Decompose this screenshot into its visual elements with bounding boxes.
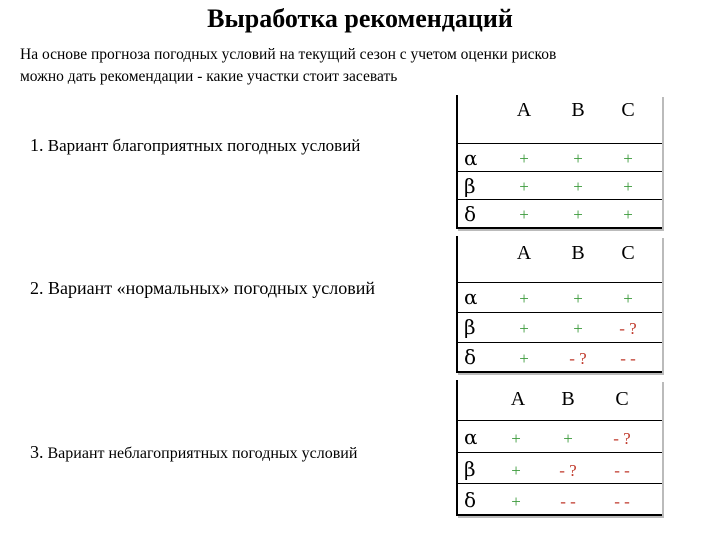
matrix-row bbox=[458, 342, 662, 372]
cell: + bbox=[519, 205, 529, 224]
cell: + bbox=[511, 429, 521, 448]
variant-3-number: 3. bbox=[30, 442, 44, 462]
variant-1-matrix bbox=[456, 95, 662, 229]
col-header-b: B bbox=[571, 242, 585, 264]
cell: - - bbox=[620, 349, 636, 368]
cell: - - bbox=[614, 461, 630, 480]
cell: - - bbox=[560, 492, 576, 511]
row-label-delta: δ bbox=[464, 345, 477, 369]
cell: + bbox=[519, 177, 529, 196]
variant-2-number: 2. bbox=[30, 278, 44, 298]
matrix-row bbox=[458, 420, 662, 453]
intro-text bbox=[20, 44, 710, 88]
cell: + bbox=[623, 205, 633, 224]
cell: - ? bbox=[619, 319, 637, 338]
cell: + bbox=[519, 319, 529, 338]
cell: + bbox=[573, 177, 583, 196]
cell: - ? bbox=[613, 429, 631, 448]
variant-3-text: Вариант неблагоприятных погодных условий bbox=[47, 445, 358, 462]
variant-2-text: Вариант «нормальных» погодных условий bbox=[48, 278, 375, 298]
col-header-c: C bbox=[615, 388, 629, 410]
variant-2-matrix bbox=[456, 236, 662, 373]
cell: - ? bbox=[559, 461, 577, 480]
row-label-delta: δ bbox=[464, 488, 477, 512]
row-label-beta: β bbox=[464, 174, 476, 198]
col-header-b: B bbox=[561, 388, 575, 410]
cell: + bbox=[573, 319, 583, 338]
cell: + bbox=[623, 177, 633, 196]
matrix-row bbox=[458, 143, 662, 172]
variant-1-text: Вариант благоприятных погодных условий bbox=[47, 136, 361, 155]
col-header-a: A bbox=[516, 242, 532, 264]
variant-1-number: 1. bbox=[30, 135, 44, 155]
variant-1-label bbox=[30, 135, 360, 156]
row-label-alpha: α bbox=[464, 285, 478, 309]
intro-line-2: можно дать рекомендации - какие участки стоит засевать bbox=[20, 68, 398, 85]
cell: - ? bbox=[569, 349, 587, 368]
row-label-alpha: α bbox=[464, 146, 478, 170]
col-header-c: C bbox=[621, 242, 635, 264]
cell: + bbox=[573, 289, 583, 308]
col-header-a: A bbox=[516, 99, 532, 121]
cell: + bbox=[519, 289, 529, 308]
col-header-b: B bbox=[571, 99, 585, 121]
variant-3-label bbox=[30, 442, 357, 463]
page-title: Выработка рекомендаций bbox=[207, 4, 513, 33]
matrix-row bbox=[458, 199, 662, 228]
matrix-row bbox=[458, 282, 662, 313]
row-label-beta: β bbox=[464, 315, 476, 339]
cell: + bbox=[511, 492, 521, 511]
row-label-beta: β bbox=[464, 457, 476, 481]
cell: + bbox=[623, 289, 633, 308]
cell: + bbox=[511, 461, 521, 480]
cell: + bbox=[519, 149, 529, 168]
matrix-row bbox=[458, 483, 662, 515]
cell: + bbox=[519, 349, 529, 368]
row-label-delta: δ bbox=[464, 202, 477, 226]
cell: + bbox=[573, 205, 583, 224]
col-header-c: C bbox=[621, 99, 635, 121]
intro-line-1: На основе прогноза погодных условий на текущий сезон с учетом оценки рисков bbox=[20, 46, 557, 63]
row-label-alpha: α bbox=[464, 425, 478, 449]
matrix-row bbox=[458, 312, 662, 343]
cell: + bbox=[563, 429, 573, 448]
matrix-row bbox=[458, 171, 662, 200]
cell: + bbox=[573, 149, 583, 168]
cell: - - bbox=[614, 492, 630, 511]
col-header-a: A bbox=[510, 388, 526, 410]
variant-2-label bbox=[30, 278, 375, 299]
variant-3-matrix bbox=[456, 380, 662, 516]
matrix-row bbox=[458, 452, 662, 484]
cell: + bbox=[623, 149, 633, 168]
